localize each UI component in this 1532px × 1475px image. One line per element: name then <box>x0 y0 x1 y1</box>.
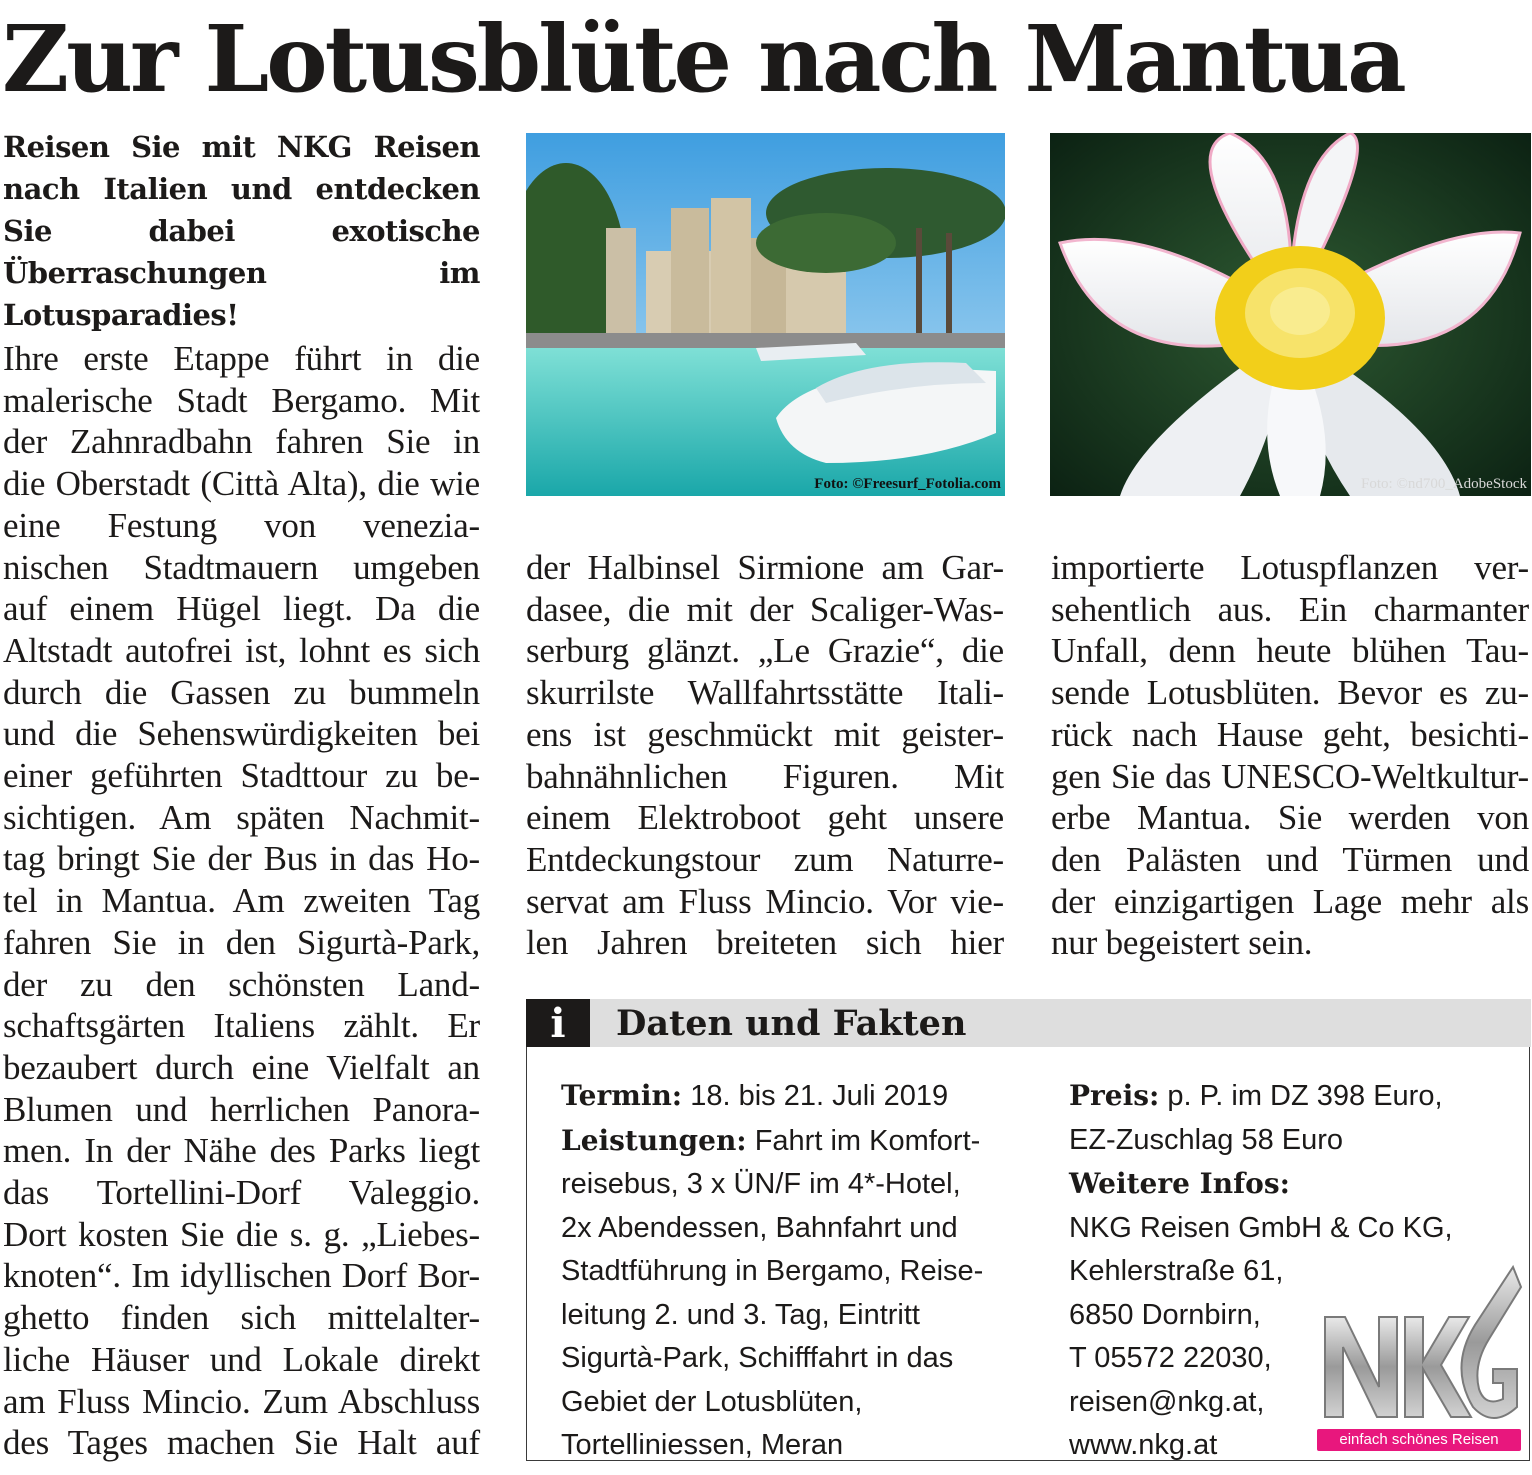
text-line: liche Häuser und Lokale direkt <box>3 1339 480 1379</box>
fact-text: 6850 Dornbirn, <box>1069 1298 1261 1331</box>
headline: Zur Lotusblüte nach Mantua <box>2 5 1404 113</box>
text-line: einem Elektroboot geht unsere <box>526 798 1004 838</box>
fact-text: Stadtführung in Bergamo, Reise- <box>561 1255 984 1287</box>
text-line: eine Festung von venezia- <box>3 505 480 545</box>
text-column-1 <box>3 338 480 1464</box>
text-line: skurrilste Wallfahrtsstätte Itali- <box>526 673 1004 713</box>
text-line: dasee, die mit der Scaliger-Was- <box>526 589 1004 629</box>
fact-line <box>561 1119 1031 1164</box>
fact-line <box>561 1250 1031 1294</box>
text-line: die Oberstadt (Città Alta), die wie <box>3 464 480 504</box>
fact-label: Termin: <box>561 1079 683 1112</box>
text-line: des Tages machen Sie Halt auf <box>3 1423 480 1463</box>
text-line: bahnähnlichen Figuren. Mit <box>526 756 1004 796</box>
text-line: sehentlich aus. Ein charmanter <box>1051 589 1529 629</box>
photo-credit-sirmione: Foto: ©Freesurf_Fotolia.com <box>814 476 1001 492</box>
text-line: sende Lotusblüten. Bevor es zu- <box>1051 673 1529 713</box>
text-line: serburg glänzt. „Le Grazie“, die <box>526 631 1004 671</box>
text-line: tel in Mantua. Am zweiten Tag <box>3 881 480 921</box>
fact-text: 2x Abendessen, Bahnfahrt und <box>561 1211 958 1244</box>
text-line: gen Sie das UNESCO-Weltkultur- <box>1051 756 1529 796</box>
fact-text: T 05572 22030, <box>1069 1342 1272 1374</box>
fact-text: NKG Reisen GmbH & Co KG, <box>1069 1211 1453 1244</box>
text-line: durch die Gassen zu bummeln <box>3 672 480 712</box>
text-line: sichtigen. Am späten Nachmit- <box>3 797 480 837</box>
fact-text: 18. bis 21. Juli 2019 <box>682 1080 949 1112</box>
text-line: servat am Fluss Mincio. Vor vie- <box>526 881 1004 921</box>
fact-text: www.nkg.at <box>1069 1429 1218 1461</box>
fact-text: reisen@nkg.at, <box>1069 1385 1265 1418</box>
text-column-2 <box>526 547 1004 964</box>
text-line: fahren Sie in den Sigurtà-Park, <box>3 922 480 962</box>
text-line: ghetto finden sich mittelalter- <box>3 1298 480 1338</box>
text-line: nur begeistert sein. <box>1051 923 1313 963</box>
facts-box-title: Daten und Fakten <box>616 1003 967 1044</box>
text-line: Entdeckungstour zum Naturre- <box>526 839 1004 879</box>
text-line: auf einem Hügel liegt. Da die <box>3 589 480 629</box>
info-icon: i <box>526 999 590 1047</box>
text-line: importierte Lotuspflanzen ver- <box>1051 548 1529 587</box>
text-line: nischen Stadtmauern umgeben <box>3 547 480 587</box>
facts-box-header <box>526 999 1531 1047</box>
fact-text: p. P. im DZ 398 Euro, <box>1159 1080 1443 1112</box>
fact-line <box>1069 1074 1519 1119</box>
text-line: tag bringt Sie der Bus in das Ho- <box>3 839 480 879</box>
text-line: schaftsgärten Italiens zählt. Er <box>3 1006 480 1046</box>
fact-text: reisebus, 3 x ÜN/F im 4*-Hotel, <box>561 1168 961 1200</box>
facts-box <box>526 999 1530 1461</box>
text-line: men. In der Nähe des Parks liegt <box>3 1131 480 1171</box>
text-line: Altstadt autofrei ist, lohnt es sich <box>3 630 480 670</box>
text-line: den Palästen und Türmen und <box>1051 839 1529 879</box>
text-column-3 <box>1051 547 1529 964</box>
text-line: len Jahren breiteten sich hier <box>526 923 1004 963</box>
nkg-logo <box>1317 1257 1525 1455</box>
photo-credit-lotus: Foto: ©nd700_AdobeStock <box>1361 476 1527 492</box>
fact-line <box>561 1381 1031 1425</box>
fact-line <box>561 1424 1031 1468</box>
logo-tagline: einfach schönes Reisen <box>1317 1429 1521 1451</box>
fact-text: Fahrt im Komfort- <box>746 1124 981 1157</box>
fact-line <box>1069 1162 1519 1207</box>
fact-line <box>1069 1207 1519 1251</box>
lead-paragraph: Reisen Sie mit NKG Reisen nach Italien und entdecken Sie dabei exotische Überraschungen im Lotusparadies! <box>3 130 480 332</box>
fact-text: leitung 2. und 3. Tag, Eintritt <box>561 1298 920 1331</box>
fact-line <box>561 1074 1031 1119</box>
fact-label: Leistungen: <box>561 1123 747 1157</box>
text-line: und die Sehenswürdigkeiten bei <box>3 714 480 754</box>
text-line: am Fluss Mincio. Zum Abschluss <box>3 1381 480 1421</box>
fact-text: EZ-Zuschlag 58 Euro <box>1069 1123 1344 1156</box>
fact-line <box>561 1337 1031 1381</box>
fact-text: Gebiet der Lotusblüten, <box>561 1385 863 1418</box>
fact-text: Kehlerstraße 61, <box>1069 1255 1284 1287</box>
text-line: bezaubert durch eine Vielfalt an <box>3 1047 480 1087</box>
photo-sirmione-castle <box>526 133 1005 496</box>
text-line: das Tortellini-Dorf Valeggio. <box>3 1173 480 1213</box>
text-line: der zu den schönsten Land- <box>3 964 480 1004</box>
text-line: der Zahnradbahn fahren Sie in <box>3 422 480 462</box>
fact-text: Tortelliniessen, Meran <box>561 1429 844 1461</box>
text-line: Ihre erste Etappe führt in die <box>3 339 480 378</box>
text-line: ens ist geschmückt mit geister- <box>526 714 1004 754</box>
text-line: malerische Stadt Bergamo. Mit <box>3 380 480 420</box>
facts-left-column <box>561 1074 1031 1468</box>
fact-label: Preis: <box>1069 1079 1160 1112</box>
text-line: der Halbinsel Sirmione am Gar- <box>526 548 1004 587</box>
text-line: knoten“. Im idyllischen Dorf Bor- <box>3 1256 480 1296</box>
fact-text: Sigurtà-Park, Schifffahrt in das <box>561 1342 954 1374</box>
photo-lotus-blossom <box>1050 133 1531 496</box>
text-line: Blumen und herrlichen Panora- <box>3 1089 480 1129</box>
text-line: rück nach Hause geht, besichti- <box>1051 714 1529 754</box>
fact-label: Weitere Infos: <box>1069 1167 1290 1200</box>
text-line: erbe Mantua. Sie werden von <box>1051 798 1529 838</box>
text-line: einer geführten Stadttour zu be- <box>3 756 480 796</box>
fact-line <box>561 1163 1031 1207</box>
fact-line <box>561 1207 1031 1251</box>
text-line: der einzigartigen Lage mehr als <box>1051 881 1529 921</box>
nkg-logo-mark <box>1317 1257 1525 1433</box>
text-line: Dort kosten Sie die s. g. „Liebes- <box>3 1214 480 1254</box>
fact-line <box>1069 1119 1519 1163</box>
fact-line <box>561 1294 1031 1338</box>
text-line: Unfall, denn heute blühen Tau- <box>1051 631 1529 671</box>
